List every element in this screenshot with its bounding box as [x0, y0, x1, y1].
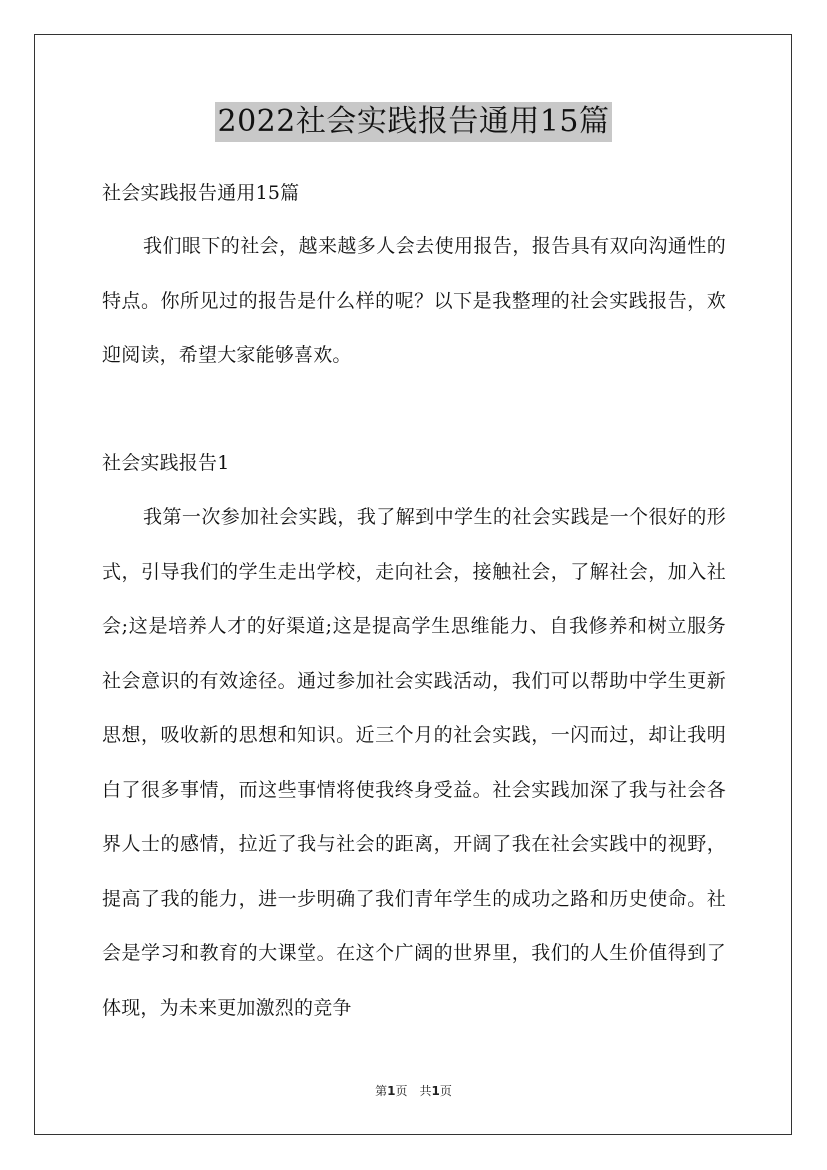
- intro-paragraph: 我们眼下的社会，越来越多人会去使用报告，报告具有双向沟通性的特点。你所见过的报告是什么样的呢？以下是我整理的社会实践报告，欢迎阅读，希望大家能够喜欢。: [102, 235, 726, 366]
- total-suffix: 页: [439, 1084, 452, 1098]
- section-body-paragraph: 我第一次参加社会实践，我了解到中学生的社会实践是一个很好的形式，引导我们的学生走出学校，走向社会，接触社会，了解社会，加入社会;这是培养人才的好渠道;这是提高学生思维能力、自我修养和树立服务社会意识的有效途径。通过参加社会实践活动，我们可以帮助中学生更新思想，吸收新的思想和知识。近三个月的社会实践，一闪而过，却让我明白了很多事情，而这些事情将使我终身受益。社会实践加深了我与社会各界人士的感情，拉近了我与社会的距离，开阔了我在社会实践中的视野，提高了我的能力，进一步明确了我们青年学生的成功之路和历史使命。社会是学习和教育的大课堂。在这个广阔的世界里，我们的人生价值得到了体现，为未来更加激烈的竞争: [102, 506, 726, 1019]
- page-current: 1: [387, 1084, 396, 1098]
- document-title-text: 2022社会实践报告通用15篇: [215, 102, 611, 142]
- document-title: [0, 101, 827, 142]
- page-suffix: 页: [395, 1084, 408, 1098]
- page-footer: [0, 1083, 827, 1099]
- page-prefix: 第: [375, 1084, 388, 1098]
- document-subtitle: 社会实践报告通用15篇: [102, 182, 300, 204]
- total-prefix: 共: [419, 1084, 432, 1098]
- section-heading: 社会实践报告1: [102, 452, 230, 474]
- page-total: 1: [431, 1084, 440, 1098]
